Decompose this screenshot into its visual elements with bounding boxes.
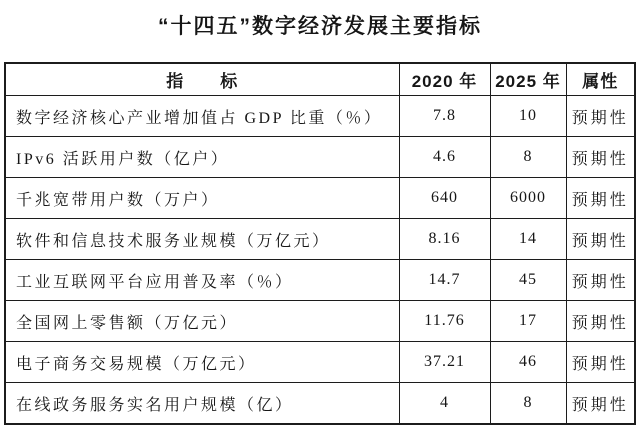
page-title: “十四五”数字经济发展主要指标 (158, 15, 482, 38)
value-2020-cell: 37.21 (399, 342, 490, 383)
value-2025-cell: 14 (490, 219, 566, 260)
value-2025-cell: 6000 (490, 178, 566, 219)
value-2020-cell: 4 (399, 383, 490, 425)
header-indicator: 指 标 (5, 63, 399, 96)
value-2020-cell: 8.16 (399, 219, 490, 260)
table-row (5, 342, 635, 383)
indicator-cell: 工业互联网平台应用普及率（％） (5, 260, 399, 301)
attribute-cell: 预期性 (566, 137, 635, 178)
table-row (5, 137, 635, 178)
attribute-cell: 预期性 (566, 301, 635, 342)
table-header-row (5, 63, 635, 96)
indicator-cell: 数字经济核心产业增加值占 GDP 比重（％） (5, 96, 399, 137)
indicator-cell: 全国网上零售额（万亿元） (5, 301, 399, 342)
value-2025-cell: 45 (490, 260, 566, 301)
attribute-cell: 预期性 (566, 383, 635, 425)
table-row (5, 260, 635, 301)
value-2020-cell: 4.6 (399, 137, 490, 178)
value-2025-cell: 8 (490, 137, 566, 178)
header-2025: 2025 年 (490, 63, 566, 96)
table-row (5, 383, 635, 425)
value-2025-cell: 46 (490, 342, 566, 383)
indicator-cell: IPv6 活跃用户数（亿户） (5, 137, 399, 178)
attribute-cell: 预期性 (566, 96, 635, 137)
indicator-cell: 千兆宽带用户数（万户） (5, 178, 399, 219)
attribute-cell: 预期性 (566, 260, 635, 301)
table-row (5, 178, 635, 219)
attribute-cell: 预期性 (566, 342, 635, 383)
value-2020-cell: 14.7 (399, 260, 490, 301)
table-row (5, 96, 635, 137)
attribute-cell: 预期性 (566, 219, 635, 260)
header-attribute: 属性 (566, 63, 635, 96)
attribute-cell: 预期性 (566, 178, 635, 219)
indicator-cell: 电子商务交易规模（万亿元） (5, 342, 399, 383)
indicator-cell: 软件和信息技术服务业规模（万亿元） (5, 219, 399, 260)
value-2025-cell: 10 (490, 96, 566, 137)
indicator-cell: 在线政务服务实名用户规模（亿） (5, 383, 399, 425)
table-row (5, 219, 635, 260)
value-2025-cell: 8 (490, 383, 566, 425)
value-2025-cell: 17 (490, 301, 566, 342)
value-2020-cell: 7.8 (399, 96, 490, 137)
indicators-table (4, 62, 636, 425)
table-row (5, 301, 635, 342)
header-2020: 2020 年 (399, 63, 490, 96)
value-2020-cell: 640 (399, 178, 490, 219)
value-2020-cell: 11.76 (399, 301, 490, 342)
